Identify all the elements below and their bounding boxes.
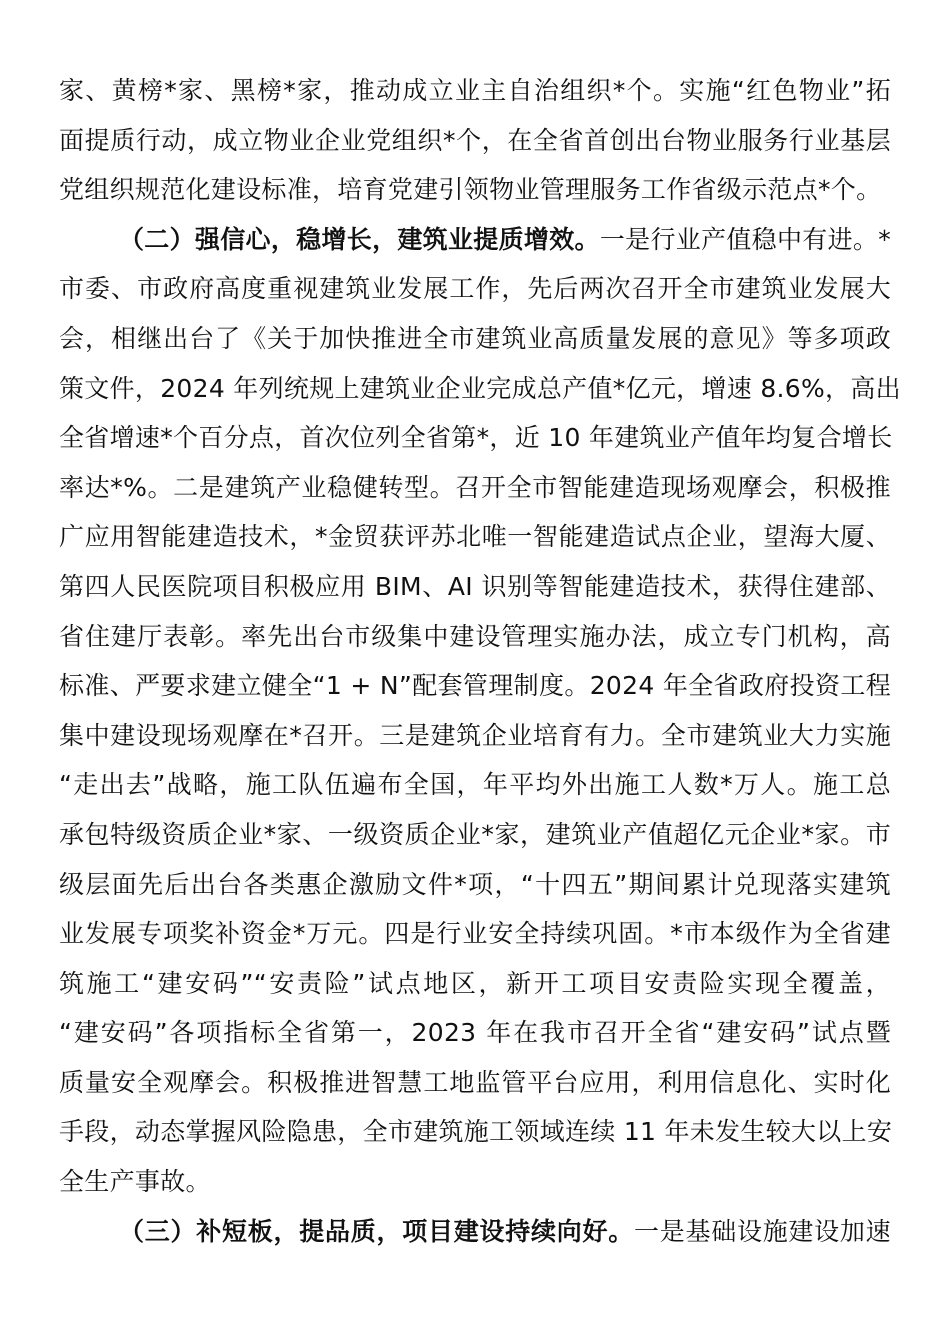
section-heading: （三）补短板，提品质，项目建设持续向好。: [119, 1216, 634, 1246]
paragraph-3: [59, 1207, 891, 1257]
text-line: “走出去”战略，施工队伍遍布全国，年平均外出施工人数*万人。施工总: [59, 770, 891, 800]
text-line: 市委、市政府高度重视建筑业发展工作，先后两次召开全市建筑业发展大: [59, 274, 891, 304]
text-line: 级层面先后出台各类惠企激励文件*项，“十四五”期间累计兑现落实建筑: [59, 869, 891, 899]
text-line: [59, 215, 891, 265]
text-line: 省住建厅表彰。率先出台市级集中建设管理实施办法，成立专门机构，高: [59, 621, 891, 651]
text-line: 家、黄榜*家、黑榜*家，推动成立业主自治组织*个。实施“红色物业”拓: [59, 76, 891, 105]
text-line: 集中建设现场观摩在*召开。三是建筑企业培育有力。全市建筑业大力实施: [59, 720, 891, 750]
text-line: 承包特级资质企业*家、一级资质企业*家，建筑业产值超亿元企业*家。市: [59, 819, 891, 849]
text-line: 质量安全观摩会。积极推进智慧工地监管平台应用，利用信息化、实时化: [59, 1067, 891, 1097]
text-line: 标准、严要求建立健全“1 + N”配套管理制度。2024 年全省政府投资工程: [59, 671, 891, 701]
text-line: 策文件，2024 年列统规上建筑业企业完成总产值*亿元，增速 8.6%，高出: [59, 373, 901, 403]
text-line: “建安码”各项指标全省第一，2023 年在我市召开全省“建安码”试点暨: [59, 1018, 891, 1048]
text-run: 一是行业产值稳中有进。*: [599, 224, 891, 254]
text-line: 率达*%。二是建筑产业稳健转型。召开全市智能建造现场观摩会，积极推: [59, 472, 891, 502]
text-line: 会，相继出台了《关于加快推进全市建筑业高质量发展的意见》等多项政: [59, 323, 891, 353]
paragraph-1: [59, 66, 891, 215]
text-line: 全生产事故。: [59, 1167, 211, 1197]
text-run: 一是基础设施建设加速: [633, 1216, 891, 1246]
text-line: [59, 1207, 891, 1257]
section-heading: （二）强信心，稳增长，建筑业提质增效。: [119, 224, 600, 254]
paragraph-2: [59, 215, 901, 1207]
text-line: 筑施工“建安码”“安责险”试点地区，新开工项目安责险实现全覆盖，: [59, 968, 891, 998]
text-line: 党组织规范化建设标准，培育党建引领物业管理服务工作省级示范点*个。: [59, 175, 882, 205]
text-line: 面提质行动，成立物业企业党组织*个，在全省首创出台物业服务行业基层: [59, 125, 891, 155]
text-line: 广应用智能建造技术，*金贸获评苏北唯一智能建造试点企业，望海大厦、: [59, 522, 891, 552]
text-line: 手段，动态掌握风险隐患，全市建筑施工领域连续 11 年未发生较大以上安: [59, 1117, 893, 1147]
text-line: 第四人民医院项目积极应用 BIM、AI 识别等智能建造技术，获得住建部、: [59, 571, 891, 601]
text-line: 全省增速*个百分点，首次位列全省第*，近 10 年建筑业产值年均复合增长: [59, 423, 893, 453]
text-line: 业发展专项奖补资金*万元。四是行业安全持续巩固。*市本级作为全省建: [59, 919, 891, 949]
document-body: [59, 66, 901, 1256]
